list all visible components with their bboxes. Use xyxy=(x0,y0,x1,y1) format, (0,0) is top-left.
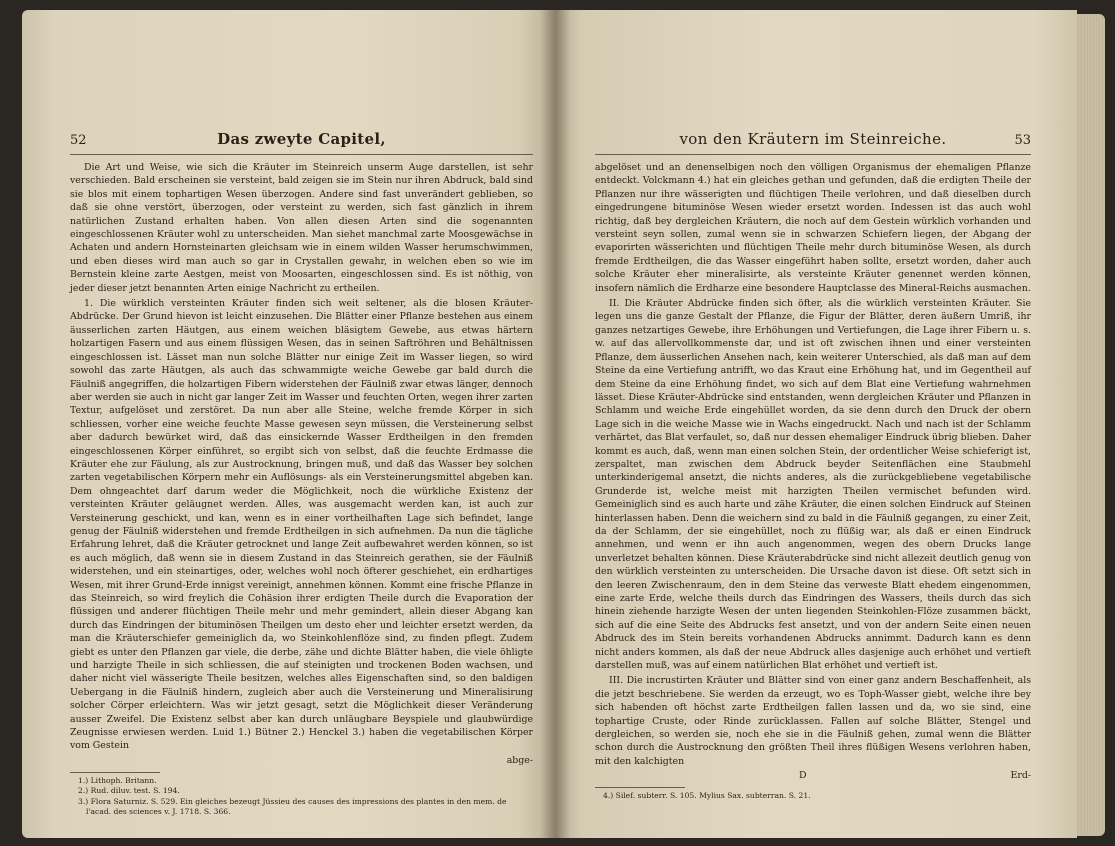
right-signature-row xyxy=(595,770,1031,781)
page-edges xyxy=(1077,14,1105,836)
left-paragraph-1: Die Art und Weise, wie sich die Kräuter im Steinreich unserm Auge darstellen, ist sehr verschieden. Bald erscheinen sie versteint, bald zeigen sie im Stein nur ihren Abdruck, bald sind sie blos mit einem tophartigen Wesen überzogen. Andere sind fast unverändert geblieben, so daß sie ohne verstört, überzogen, oder versteint zu werden, sich fast gänzlich in ihrem natürlichen Zustand erhalten haben. Von allen diesen Arten sind die sogenannten eingeschlossenen Kräuter wohl zu unterscheiden. Man siehet manchmal zarte Moosgewächse in Achaten und andern Hornsteinarten gleichsam wie in einem wilden Wasser herumschwimmen, und eben dieses wird man auch so gar in Crystallen gewahr, in welchen eben so wie im Bernstein kleine zarte Aestgen, meist von Moosarten, eingeschlossen sind. Es ist nöthig, von jeder dieser jetzt benannten Arten einige Nachricht zu ertheilen. xyxy=(70,162,533,294)
right-page xyxy=(555,10,1077,838)
right-page-number: 53 xyxy=(1014,133,1031,148)
right-paragraph-3: III. Die incrustirten Kräuter und Blätter sind von einer ganz andern Beschaffenheit, als die jetzt beschriebene. Sie werden da erzeugt, wo es Toph-Wasser giebt, welche ihre bey sich habenden oft höchst zarte Erdtheilgen fallen lassen und da, wo sie sind, eine tophartige Cruste, oder Rinde zurücklassen. Fallen auf solche Blätter, Stengel und dergleichen, so werden sie, noch ehe sie in die Fäulniß gehen, zumal wenn die Blätter schon durch die Austrocknung den größten Theil ihres flüßigen Wesens verlohren haben, mit den kalchigten xyxy=(595,675,1031,767)
left-footnote-3: 3.) Flora Saturniz. S. 529. Ein gleiches bezeugt Jüssieu des causes des impressions des plantes in den mem. de l'acad. des sciences v. J. 1718. S. 366. xyxy=(78,796,507,817)
book-gutter xyxy=(540,10,570,838)
right-footnote-rule xyxy=(595,787,685,788)
right-paragraph-1: abgelöset und an denenselbigen noch den völligen Organismus der ehemaligen Pflanze entdeckt. Volckmann 4.) hat ein gleiches gethan und gefunden, daß die erdigten Theile der Pflanzen nur ihre wässerigten und flüchtigen Theile verlohren, und daß dieselben durch eingedrungene bituminöse Wesen wieder ersetzt worden. Indessen ist das auch wohl richtig, daß bey dergleichen Kräutern, die noch auf dem Gestein würklich vorhanden und versteint seyn sollen, zumal wenn sie in schwarzen Schiefern liegen, der Abgang der evaporirten wässerichten und flüchtigen Theile mehr durch bituminöse Wesen, als durch fremde Erdtheilgen, die das Wasser eingeführt haben sollte, ersetzt worden, daher auch solche Kräuter eher mineralisirte, als versteinte Kräuter genennet werden können, insofern nämlich die Erdharze eine besondere Hauptclasse des Mineral-Reichs ausmachen. xyxy=(595,162,1031,294)
right-running-head: von den Kräutern im Steinreiche. xyxy=(679,130,947,148)
right-footnote-1: 4.) Silef. subterr. S. 105. Mylius Sax. subterran. S. 21. xyxy=(603,791,811,801)
left-running-head: Das zweyte Capitel, xyxy=(217,130,386,148)
right-catchword: Erd- xyxy=(1010,770,1031,782)
left-footnote-rule xyxy=(70,772,160,773)
right-header-rule xyxy=(595,154,1031,155)
left-footnote-2: 2.) Rud. diluv. test. S. 194. xyxy=(78,786,180,796)
left-header-rule xyxy=(70,154,533,155)
left-page-number: 52 xyxy=(70,133,87,148)
right-paragraph-2: II. Die Kräuter Abdrücke finden sich öfter, als die würklich versteinten Kräuter. Sie legen uns die ganze Gestalt der Pflanze, die Figur der Blätter, deren äußern Umriß, ihr ganzes netzartiges Gewebe, ihre Erhöhungen und Vertiefungen, die Lage ihrer Fibern u. s. w. auf das allervollkommenste dar, und ist oft zwischen ihnen und einer versteinten Pflanze, dem äusserlichen Ansehen nach, kein weiterer Unterschied, als daß man auf dem Steine da eine Vertiefung antrifft, wo das Kraut eine Erhöhung hat, und im Gegentheil auf dem Steine da eine Erhöhung findet, wo sich auf dem Blat eine Vertiefung wahrnehmen lässet. Diese Kräuter-Abdrücke sind entstanden, wenn dergleichen Kräuter und Pflanzen in Schlamm und weiche Erde eingehüllet worden, da sie denn durch den Druck der obern Lage sich in die weiche Masse wie in Wachs eingedruckt. Nach und nach ist der Schlamm verhärtet, das Blat verfaulet, so, daß nur dessen ehemaliger Eindruck übrig blieben. Daher kommt es auch, daß, wenn man einen solchen Stein, der ordentlicher Weise schieferigt ist, zerspaltet, man zwischen dem Abdruck beyder Seitenflächen eine Staubmehl unterkinderigemal ansetzt, die nichts anderes, als die zurückgebliebene vegetabilische Grunderde ist, welche meist mit harzigten Theilen vermischet befunden wird. Gemeiniglich sind es auch harte und zähe Kräuter, die einen solchen Eindruck auf Steinen hinterlassen haben. Denn die weichern sind zu bald in die Fäulniß gegangen, zu einer Zeit, da der Schlamm, der sie eingehüllet, noch zu flüßig war, als daß er einen Eindruck annehmen, und wenn er ihn auch angenommen, wegen des obern Drucks lange unverletzet behalten können. Diese Kräuterabdrücke sind nicht allezeit deutlich genug von den würklich versteinten zu unterscheiden. Die Ursache davon ist diese. Oft setzt sich in den leeren Zwischenraum, den in dem Steine das verweste Blatt ehedem eingenommen, eine zarte Erde, welche theils durch das Eindringen des Wassers, theils durch das sich hinein ziehende harzigte Wesen der unten liegenden Steinkohlen-Flöze zusammen bäckt, sich auf die eine Seite des Abdrucks fest ansetzt, und von der andern Seite einen neuen Abdruck des im Stein bereits vorhandenen Abdrucks annimmt. Dadurch kann es denn nicht anders kommen, als daß der neue Abdruck alles dasjenige auch erhöhet und vertieft darstellen muß, was auf einem natürlichen Blat erhöhet und vertieft ist. xyxy=(595,298,1031,672)
left-footnote-1: 1.) Lithoph. Britann. xyxy=(78,775,157,785)
signature-mark: D xyxy=(798,770,807,782)
left-paragraph-2: 1. Die würklich versteinten Kräuter finden sich weit seltener, als die blosen Kräuter-Abdrücke. Der Grund hievon ist leicht einzusehen. Die Blätter einer Pflanze bestehen aus einem äusserlichen zarten Häutgen, aus einem weichen bläsigtem Gewebe, aus etwas härtern holzartigen Fasern und aus einem flüssigen Wesen, das in seinen Saftröhren und Behältnissen eingeschlossen ist. Lässet man nun solche Blätter nur einige Zeit im Wasser liegen, so wird sowohl das zarte Häutgen, als auch das schwammigte weiche Gewebe gar bald durch die Fäulniß angegriffen, die holzartigen Fibern widerstehen der Fäulniß zwar etwas länger, dennoch aber werden sie auch in nicht gar langer Zeit im Wasser und feuchten Orten, wegen ihrer zarten Textur, aufgelöset und zerstöret. Da nun aber alle Steine, welche fremde Körper in sich schliessen, vorher eine weiche feuchte Masse gewesen seyn müssen, die Versteinerung selbst aber dadurch bewürket wird, daß das einsickernde Wasser Erdtheilgen in den fremden eingeschlossenen Körper einführet, so ergibt sich von selbst, daß die feuchte Erdmasse die Kräuter ehe zur Fäulung, als zur Austrocknung, bringen muß, und daß das Wasser bey solchen zarten vegetabilischen Körpern mehr ein Auflösungs- als ein Versteinerungsmittel abgeben kan. Dem ohngeachtet darf darum weder die Möglichkeit, noch die würkliche Existenz der versteinten Kräuter geläugnet werden. Alles, was ausgemacht werden kan, ist auch zur Versteinerung geschickt, und kan, wenn es in einer vortheilhaften Lage sich befindet, lange genug der Fäulniß widerstehen und fremde Erdtheilgen in sich aufnehmen. Da nun die tägliche Erfahrung lehret, daß die Kräuter getrocknet und lange Zeit aufbewahret werden können, so ist es auch möglich, daß wenn sie in diesem Zustand in das Steinreich gerathen, sie der Fäulniß widerstehen, und ein steinartiges, oder, welches wohl noch öfterer geschiehet, ein erdhartiges Wesen, mit ihrer Grund-Erde innigst vereinigt, annehmen können. Kommt eine frische Pflanze in das Steinreich, so wird freylich die Cohäsion ihrer erdigten Theile durch die Evaporation der flüssigen und anderer flüchtigen Theile mehr und mehr gemindert, allein dieser Abgang kan durch das Eindringen der bituminösen Theilgen um desto eher und leichter ersetzt werden, da man die Kräuterschiefer gemeiniglich da, wo Steinkohlenflöze sind, zu finden pflegt. Zudem giebt es unter den Pflanzen gar viele, die derbe, zähe und dichte Blätter haben, die viele öhligte und harzigte Theile in sich schliessen, die auf steinigten und trockenen Boden wachsen, und daher nicht viel wässerigte Theile besitzen, welches alles Eigenschaften sind, so den baldigen Uebergang in die Fäulniß hindern, zugleich aber auch die Versteinerung und Mineralisirung solcher Cörper erleichtern. Was wir jetzt gesagt, setzt die Möglichkeit dieser Veränderung ausser Zweifel. Die Existenz selbst aber kan durch unläugbare Beyspiele und glaubwürdige Zeugnisse erwiesen werden. Luid 1.) Bütner 2.) Henckel 3.) haben die vegetabilischen Körper vom Gestein xyxy=(70,298,533,752)
left-catchword: abge- xyxy=(506,754,533,766)
left-header xyxy=(70,130,533,148)
left-page xyxy=(22,10,555,838)
right-header xyxy=(595,130,1031,148)
